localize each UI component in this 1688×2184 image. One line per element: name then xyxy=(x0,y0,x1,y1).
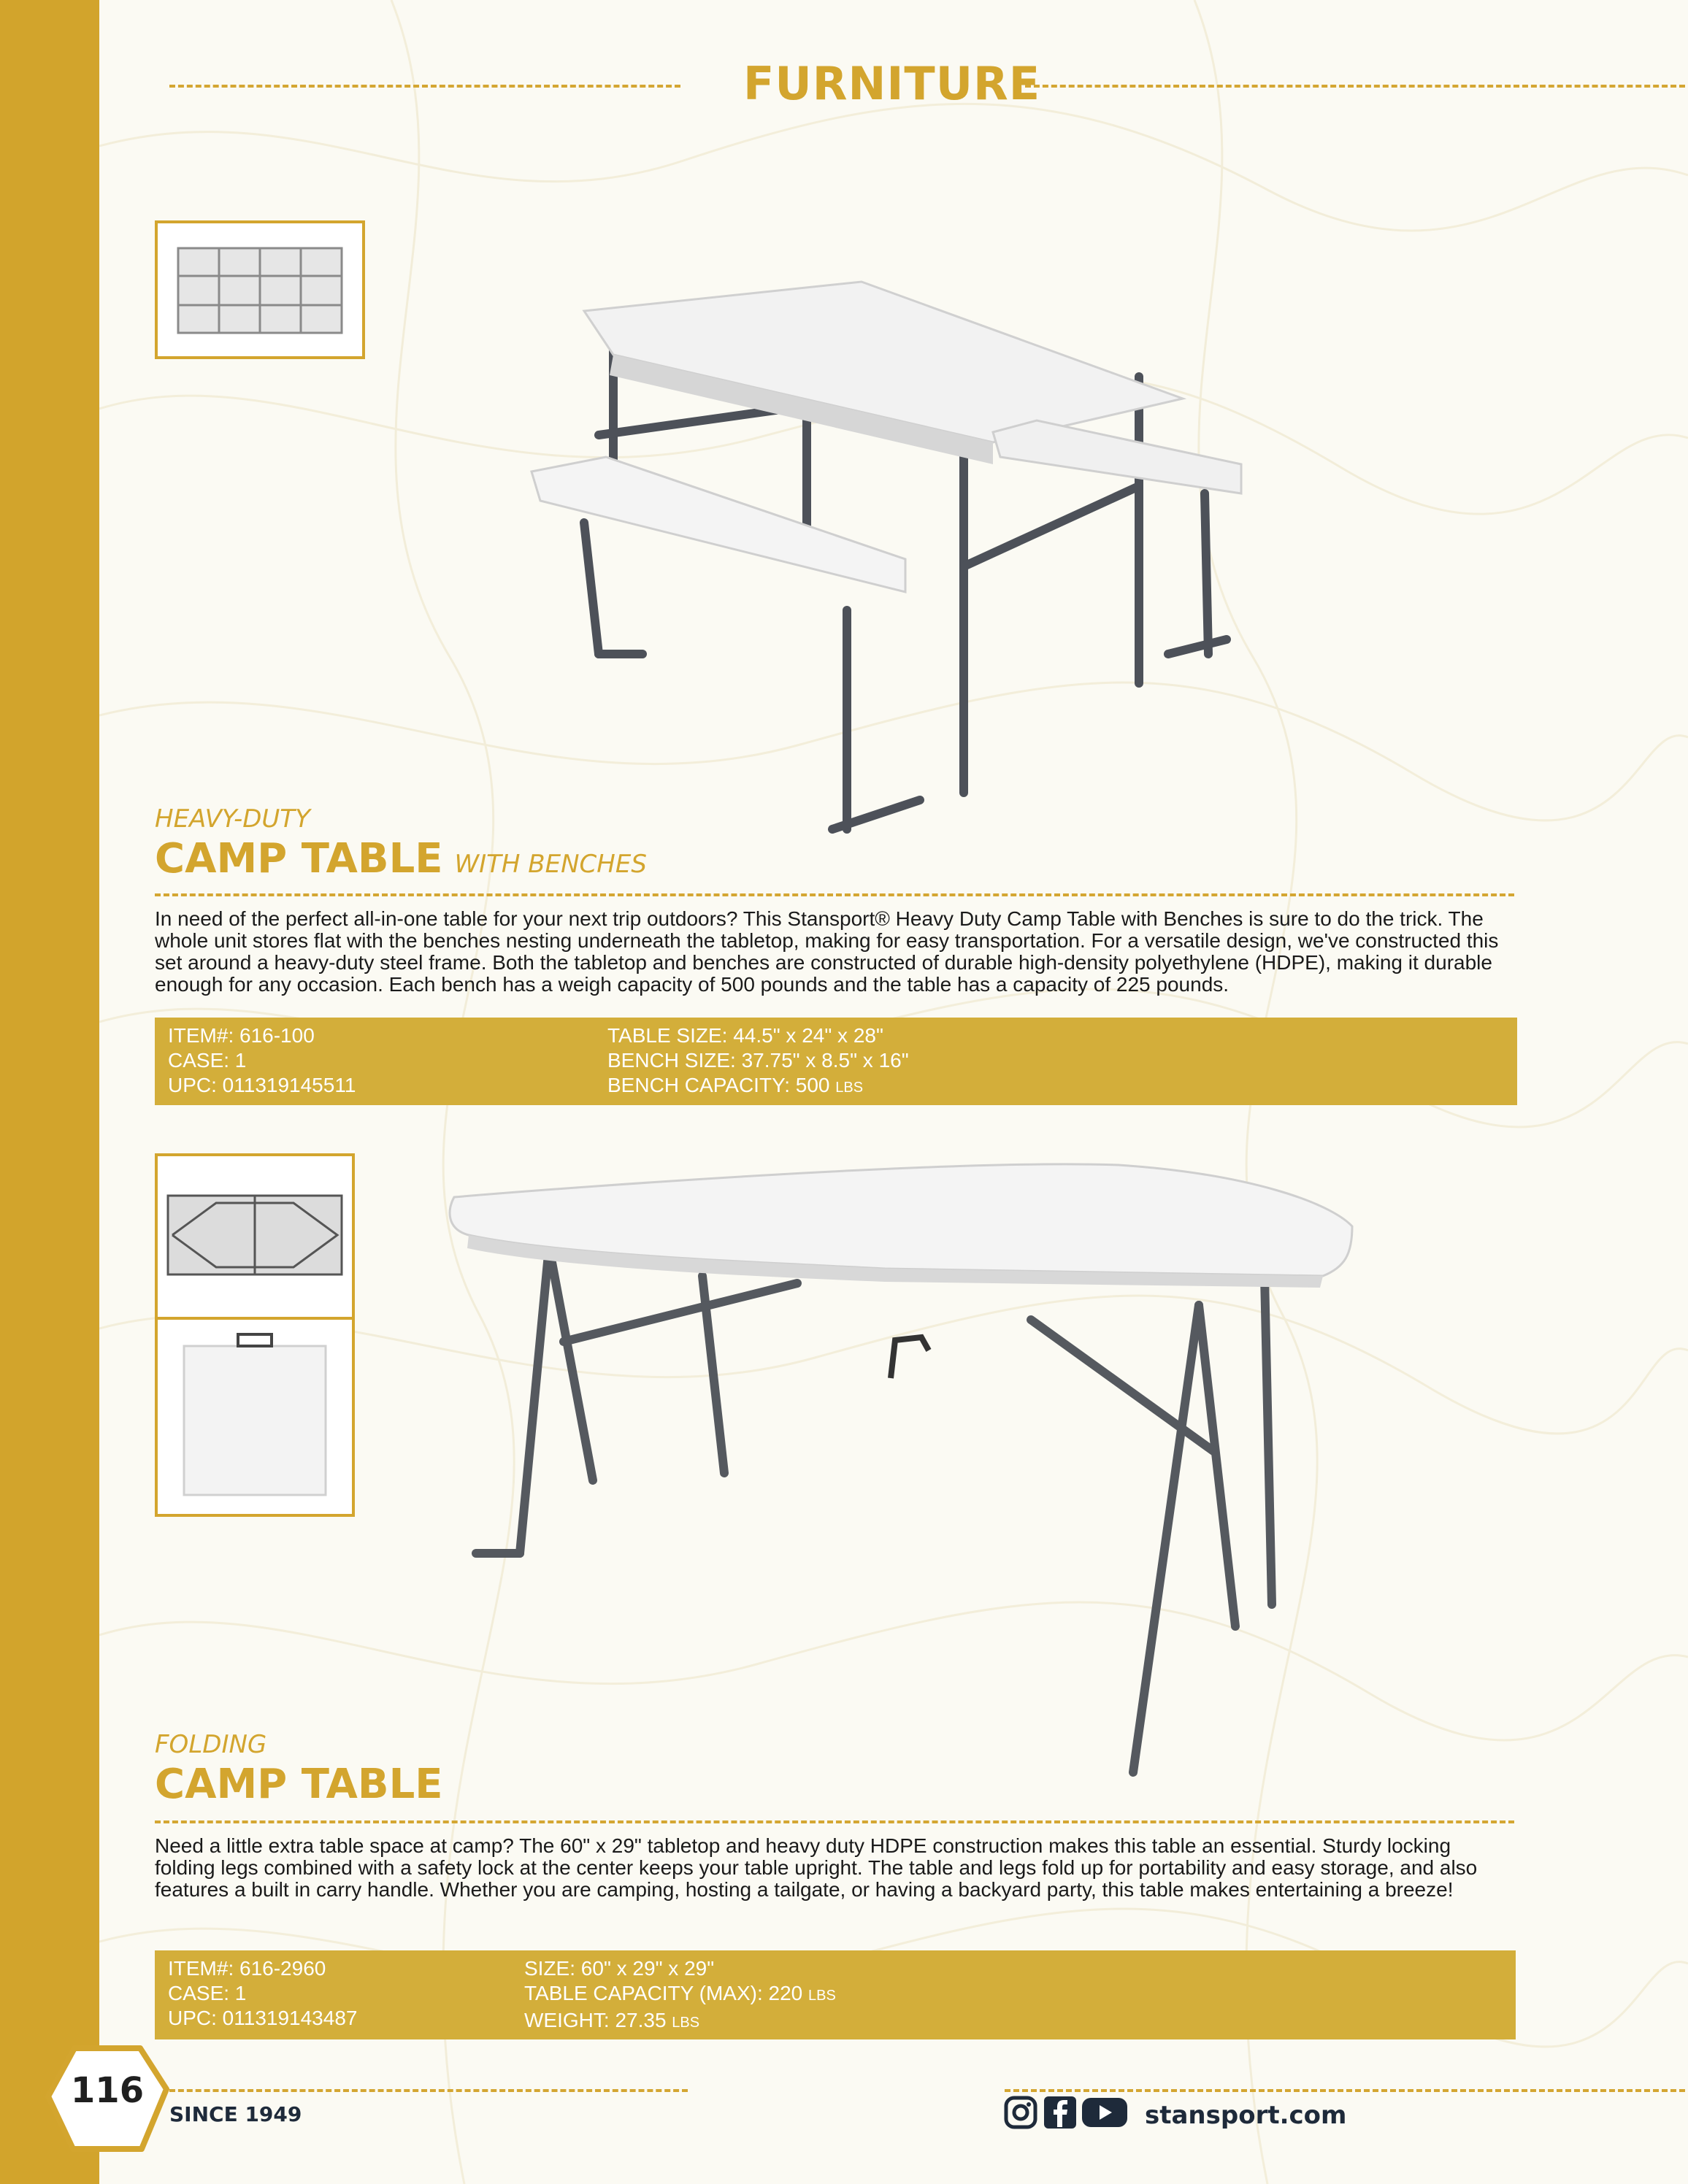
product-1-title-suffix: WITH BENCHES xyxy=(454,850,647,879)
product-2-size: SIZE: 60" x 29" x 29" xyxy=(524,1957,715,1980)
product-1-spec-bar xyxy=(155,1018,1517,1105)
product-2-weight: WEIGHT: 27.35 LBS xyxy=(524,2009,700,2031)
product-2-title xyxy=(155,1761,443,1808)
facebook-icon[interactable] xyxy=(1043,2095,1078,2130)
product-2-rule xyxy=(155,1820,1514,1823)
footer-rule-right xyxy=(1005,2089,1685,2092)
section-title: FURNITURE xyxy=(743,57,1041,110)
product-1-title xyxy=(155,835,647,883)
side-color-band xyxy=(0,0,99,2184)
product-2-item-number: ITEM#: 616-2960 xyxy=(168,1957,326,1980)
thumbnail-table-folded-carry[interactable] xyxy=(158,1320,352,1514)
thumbnail-folded-table-with-benches[interactable] xyxy=(155,220,365,359)
header-rule-left xyxy=(169,85,680,88)
product-2-case: CASE: 1 xyxy=(168,1982,247,2004)
product-1-table-size: TABLE SIZE: 44.5" x 24" x 28" xyxy=(607,1024,883,1047)
product-1-rule xyxy=(155,893,1514,896)
youtube-icon[interactable] xyxy=(1081,2095,1129,2130)
product-1-case: CASE: 1 xyxy=(168,1049,247,1072)
product-1-specs-left xyxy=(168,1023,356,1098)
product-2-eyebrow: FOLDING xyxy=(155,1730,267,1759)
thumbnail-group-folding-table xyxy=(155,1153,355,1517)
product-1-item-number: ITEM#: 616-100 xyxy=(168,1024,315,1047)
product-1-bench-capacity: BENCH CAPACITY: 500 LBS xyxy=(607,1074,864,1096)
thumbnail-table-underside[interactable] xyxy=(158,1156,352,1320)
website-link[interactable]: stansport.com xyxy=(1145,2101,1347,2130)
footer-rule-left xyxy=(169,2089,688,2092)
since-tagline: SINCE 1949 xyxy=(169,2102,302,2126)
product-1-bench-size: BENCH SIZE: 37.75" x 8.5" x 16" xyxy=(607,1049,909,1072)
product-2-table-capacity: TABLE CAPACITY (MAX): 220 LBS xyxy=(524,1982,836,2004)
header-rule-right xyxy=(1025,85,1685,88)
product-2-title-main: CAMP TABLE xyxy=(155,1761,443,1808)
product-2-upc: UPC: 011319143487 xyxy=(168,2007,358,2029)
product-2-specs-left xyxy=(168,1956,357,2031)
instagram-icon[interactable] xyxy=(1003,2095,1038,2130)
product-2-specs-right xyxy=(524,1956,836,2035)
product-image-table-with-benches xyxy=(526,245,1270,844)
product-2-spec-bar xyxy=(155,1950,1516,2039)
product-image-folding-table xyxy=(447,1159,1359,1787)
product-1-eyebrow: HEAVY-DUTY xyxy=(155,804,310,834)
product-1-description: In need of the perfect all-in-one table for your next trip outdoors? This Stansport® Heavy Duty Camp Table with Benches is sure to do the trick. The whole unit stores flat with the benches nesting underneath the tabletop, making for easy transportation. For a versatile design, we've constructed this set around a heavy-duty steel frame. Both the tabletop and benches are constructed of durable high-density polyethylene (HDPE), making it durable enough for any occasion. Each bench has a weigh capacity of 500 pounds and the table has a capacity of 225 pounds. xyxy=(155,907,1499,996)
product-1-specs-right xyxy=(607,1023,909,1100)
product-1-upc: UPC: 011319145511 xyxy=(168,1074,356,1096)
product-1-title-main: CAMP TABLE xyxy=(155,835,443,883)
page-number: 116 xyxy=(70,2070,145,2111)
product-2-description: Need a little extra table space at camp? The 60" x 29" tabletop and heavy duty HDPE construction makes this table an essential. Sturdy locking folding legs combined with a safety lock at the center keeps your table upright. The table and legs fold up for portability and easy storage, and also features a built in carry handle. Whether you are camping, hosting a tailgate, or having a backyard party, this table makes entertaining a breeze! xyxy=(155,1834,1478,1901)
